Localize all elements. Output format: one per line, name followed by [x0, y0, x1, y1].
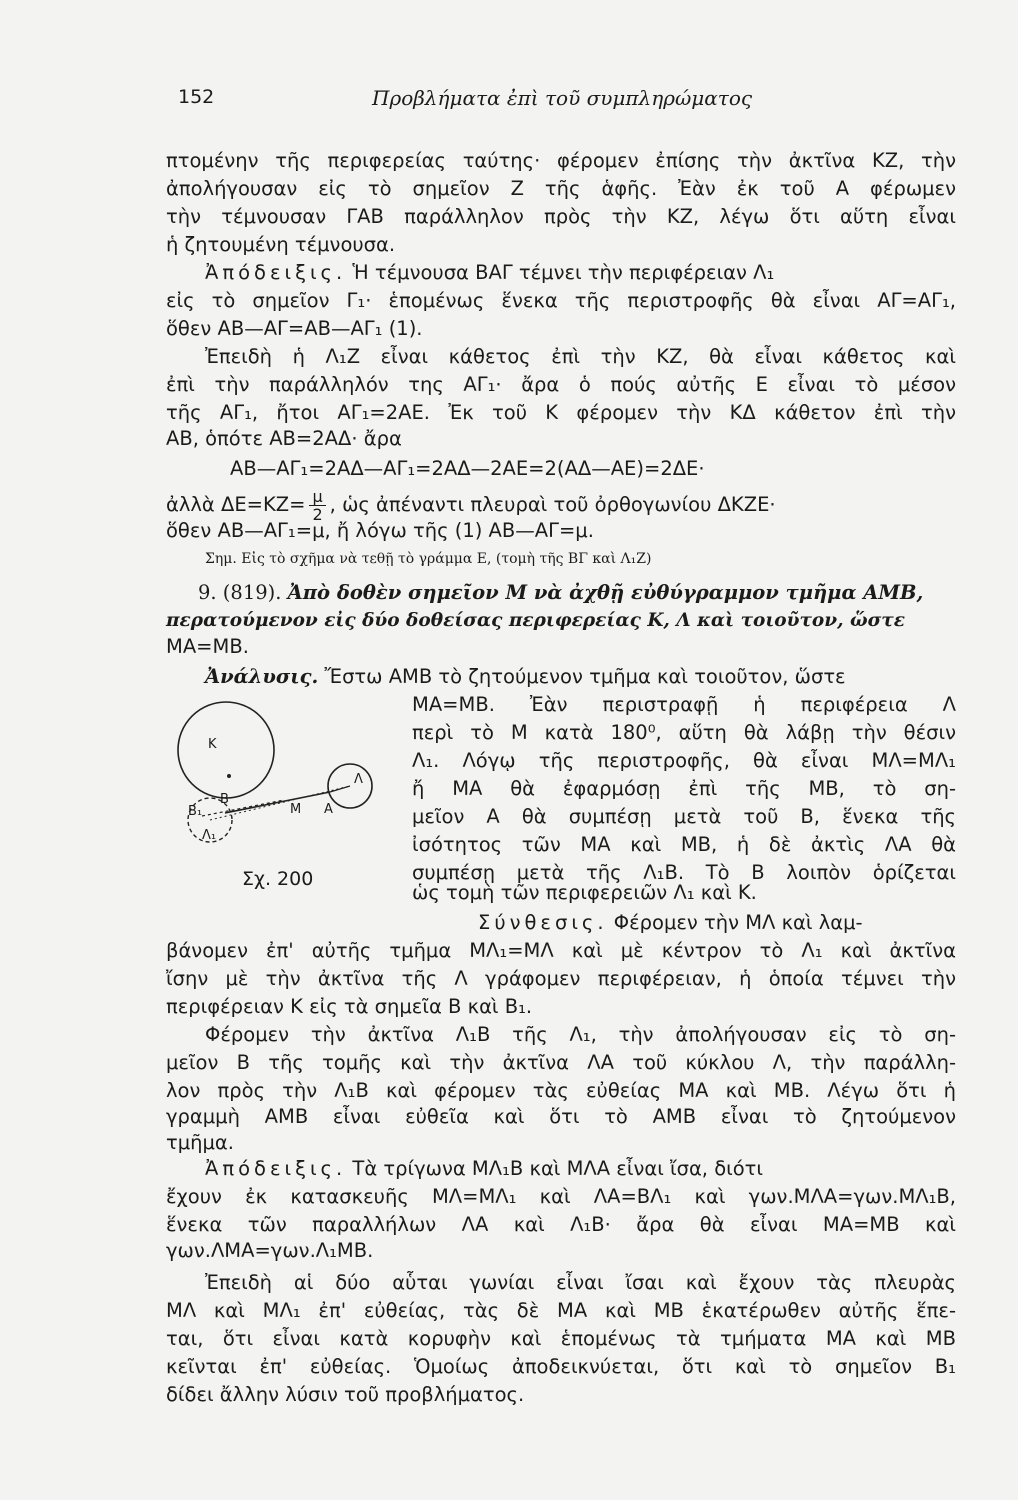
fraction-denominator: 2 [312, 505, 323, 524]
text-line: ἡ ζητουμένη τέμνουσα. [166, 233, 396, 256]
page-header [0, 86, 1018, 116]
text-line: λον πρὸς τὴν Λ₁Β καὶ φέρομεν τὰς εὐθείας ΜΑ καὶ ΜΒ. Λέγω ὅτι ἡ [166, 1079, 956, 1102]
text-line [205, 260, 774, 286]
text-span: Ἡ τέμνουσα ΒΑΓ τέμνει τὴν περιφέρειαν Λ₁ [352, 261, 775, 284]
text-line: τμῆμα. [166, 1131, 234, 1154]
text-line: ἰσότητος τῶν ΜΑ καὶ ΜΒ, ἡ δὲ ἀκτὶς ΛΑ θὰ [412, 833, 956, 856]
text-line: ἕνεκα τῶν παραλλήλων ΛΑ καὶ Λ₁Β· ἄρα θὰ εἶναι ΜΑ=ΜΒ καὶ [166, 1213, 956, 1236]
figure-200 [172, 692, 408, 902]
text-span: Φέρομεν τὴν ΜΛ καὶ λαμ- [613, 911, 863, 934]
figure-caption: Σχ. 200 [242, 868, 314, 890]
text-span: Τὰ τρίγωνα ΜΛ₁Β καὶ ΜΛΑ εἶναι ἴσα, διότι [352, 1157, 763, 1180]
text-line: ἔχουν ἐκ κατασκευῆς ΜΛ=ΜΛ₁ καὶ ΛΑ=ΒΛ₁ καὶ γων.ΜΛΑ=γων.ΜΛ₁Β, [166, 1185, 956, 1208]
problem-statement: Ἀπὸ δοθὲν σημεῖον Μ νὰ ἀχθῇ εὐθύγραμμον τμῆμα ΑΜΒ, [287, 581, 924, 604]
text-line: δίδει ἄλλην λύσιν τοῦ προβλήματος. [166, 1383, 525, 1406]
footnote-remark: Σημ. Εἰς τὸ σχῆμα νὰ τεθῇ τὸ γράμμα Ε, (τομὴ τῆς ΒΓ καὶ Λ₁Ζ) [205, 551, 652, 567]
text-line: ὅθεν ΑΒ—ΑΓ=ΑΒ—ΑΓ₁ (1). [166, 317, 423, 340]
text-line [478, 910, 863, 936]
text-line [205, 1156, 763, 1182]
text-line: βάνομεν ἐπ' αὐτῆς τμῆμα ΜΛ₁=ΜΛ καὶ μὲ κέντρον τὸ Λ₁ καὶ ἀκτῖνα [166, 939, 956, 962]
text-line: γραμμὴ ΑΜΒ εἶναι εὐθεῖα καὶ ὅτι τὸ ΑΜΒ εἶναι τὸ ζητούμενον [166, 1105, 956, 1128]
running-title: Προβλήματα ἐπὶ τοῦ συμπληρώματος [372, 86, 753, 110]
text-span: ἀλλὰ ΔΕ=ΚΖ= [166, 493, 306, 516]
fraction-numerator: μ [309, 488, 325, 506]
label-b1: Β₁ [188, 804, 203, 819]
text-line: συμπέσῃ μετὰ τῆς Λ₁Β. Τὸ Β λοιπὸν ὁρίζεται [412, 861, 956, 884]
text-line: ΜΑ=ΜΒ. Ἐὰν περιστραφῇ ἡ περιφέρεια Λ [412, 693, 956, 716]
text-line: περιφέρειαν Κ εἰς τὰ σημεῖα Β καὶ Β₁. [166, 995, 533, 1018]
text-line: ἐπὶ τὴν παράλληλόν της ΑΓ₁· ἄρα ὁ πούς αὐτῆς Ε εἶναι τὸ μέσον [166, 373, 956, 396]
text-line: τῆς ΑΓ₁, ἤτοι ΑΓ₁=2ΑΕ. Ἐκ τοῦ Κ φέρομεν τὴν ΚΔ κάθετον ἐπὶ τὴν [166, 401, 956, 424]
proof-heading: Ἀπόδειξις. [205, 1157, 347, 1180]
problem-number: 9. (819). [198, 581, 282, 604]
text-line: ται, ὅτι εἶναι κατὰ κορυφὴν καὶ ἑπομένως τὰ τμήματα ΜΑ καὶ ΜΒ [166, 1327, 956, 1350]
text-span: Ἔστω ΑΜΒ τὸ ζητούμενον τμῆμα καὶ τοιοῦτον, ὥστε [324, 665, 846, 688]
text-line: Ἐπειδὴ αἱ δύο αὗται γωνίαι εἶναι ἴσαι καὶ ἔχουν τὰς πλευρὰς [205, 1271, 956, 1294]
text-line: ἤ ΜΑ θὰ ἐφαρμόσῃ ἐπὶ τῆς ΜΒ, τὸ ση- [412, 777, 956, 800]
problem-line: ΜΑ=ΜΒ. [166, 635, 249, 658]
equation-line: ΑΒ—ΑΓ₁=2ΑΔ—ΑΓ₁=2ΑΔ—2ΑΕ=2(ΑΔ—ΑΕ)=2ΔΕ· [230, 457, 705, 480]
text-span: , ὡς ἀπέναντι πλευραὶ τοῦ ὀρθογωνίου ΔΚΖΕ· [329, 493, 776, 516]
text-line: Λ₁. Λόγῳ τῆς περιστροφῆς, θὰ εἶναι ΜΛ=ΜΛ₁ [412, 749, 956, 772]
analysis-heading: Ἀνάλυσις. [205, 665, 319, 688]
text-line: ὡς τομὴ τῶν περιφερειῶν Λ₁ καὶ Κ. [412, 881, 757, 904]
label-m: Μ [290, 802, 302, 817]
text-line: περὶ τὸ Μ κατὰ 180⁰, αὕτη θὰ λάβῃ τὴν θέσιν [412, 721, 956, 744]
text-line: ἴσην μὲ τὴν ἀκτῖνα τῆς Λ γράφομεν περιφέρειαν, ἡ ὁποία τέμνει τὴν [166, 967, 956, 990]
text-line: ὅθεν ΑΒ—ΑΓ₁=μ, ἤ λόγω τῆς (1) ΑΒ—ΑΓ=μ. [166, 519, 594, 542]
problem-line [198, 580, 923, 606]
label-a: Α [324, 802, 333, 817]
text-line [205, 664, 846, 690]
label-lambda: Λ [354, 772, 363, 787]
synthesis-heading: Σύνθεσις. [478, 911, 608, 934]
center-k [227, 774, 231, 778]
page-number: 152 [178, 86, 215, 108]
label-lambda1: Λ₁ [202, 828, 217, 843]
text-line: εἰς τὸ σημεῖον Γ₁· ἑπομένως ἕνεκα τῆς περιστροφῆς θὰ εἶναι ΑΓ=ΑΓ₁, [166, 289, 956, 312]
label-b: Β [220, 792, 229, 807]
text-line: γων.ΛΜΑ=γων.Λ₁ΜΒ. [166, 1239, 374, 1262]
text-line: πτομένην τῆς περιφερείας ταύτης· φέρομεν ἐπίσης τὴν ἀκτῖνα ΚΖ, τὴν [166, 149, 956, 172]
dashed-line [202, 800, 284, 816]
text-line: ΑΒ, ὁπότε ΑΒ=2ΑΔ· ἄρα [166, 427, 402, 450]
radius-lambda-a [330, 786, 350, 792]
text-line: μεῖον Α θὰ συμπέσῃ μετὰ τοῦ Β, ἕνεκα τῆς [412, 805, 956, 828]
proof-heading: Ἀπόδειξις. [205, 261, 347, 284]
text-line: Ἐπειδὴ ἡ Λ₁Ζ εἶναι κάθετος ἐπὶ τὴν ΚΖ, θὰ εἶναι κάθετος καὶ [205, 345, 956, 368]
text-line: τὴν τέμνουσαν ΓΑΒ παράλληλον πρὸς τὴν ΚΖ, λέγω ὅτι αὕτη εἶναι [166, 205, 956, 228]
problem-line: περατούμενον εἰς δύο δοθείσας περιφερείας Κ, Λ καὶ τοιοῦτον, ὥστε [166, 610, 905, 631]
circle-k [178, 702, 274, 798]
text-line: ἀπολήγουσαν εἰς τὸ σημεῖον Ζ τῆς ἁφῆς. Ἐὰν ἐκ τοῦ Α φέρωμεν [166, 177, 956, 200]
text-line: κεῖνται ἐπ' εὐθείας. Ὁμοίως ἀποδεικνύεται, ὅτι καὶ τὸ σημεῖον Β₁ [166, 1355, 956, 1378]
text-line: μεῖον Β τῆς τομῆς καὶ τὴν ἀκτῖνα ΛΑ τοῦ κύκλου Λ, τὴν παράλλη- [166, 1051, 956, 1074]
label-k: Κ [208, 737, 217, 752]
text-line: Φέρομεν τὴν ἀκτῖνα Λ₁Β τῆς Λ₁, τὴν ἀπολήγουσαν εἰς τὸ ση- [205, 1023, 956, 1046]
text-line: ΜΛ καὶ ΜΛ₁ ἐπ' εὐθείας, τὰς δὲ ΜΑ καὶ ΜΒ ἑκατέρωθεν αὐτῆς ἕπε- [166, 1299, 956, 1322]
